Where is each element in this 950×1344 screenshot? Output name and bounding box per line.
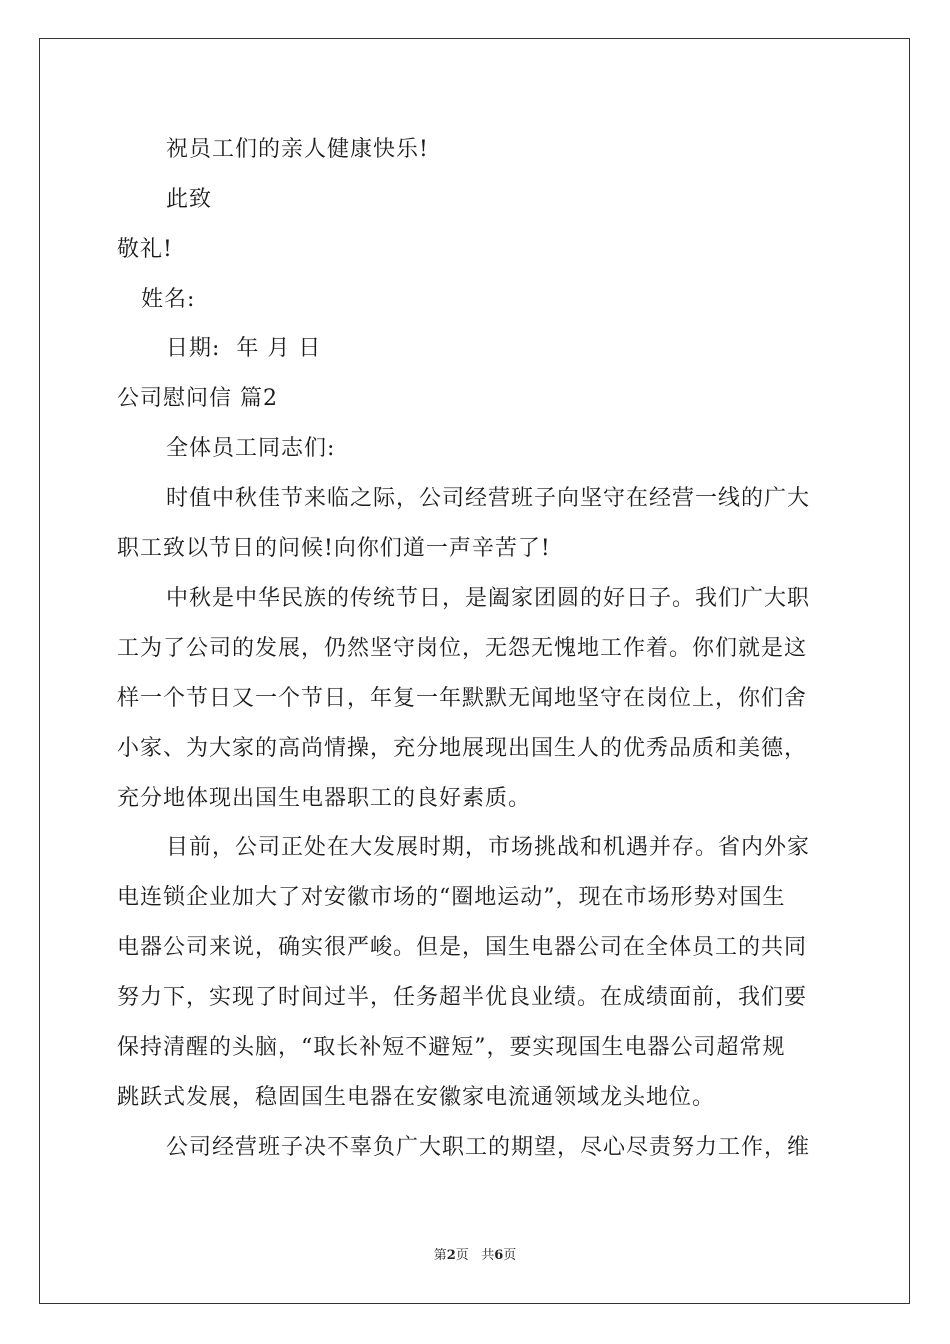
paragraph-2-line-2: 工为了公司的发展，仍然坚守岗位，无怨无愧地工作着。你们就是这 [117,636,808,661]
paragraph-1-line-1: 时值中秋佳节来临之际，公司经营班子向坚守在经营一线的广大 [166,486,811,511]
paragraph-2-line-1: 中秋是中华民族的传统节日，是阖家团圆的好日子。我们广大职 [166,586,811,611]
paragraph-2-line-3: 样一个节日又一个节日，年复一年默默无闻地坚守在岗位上，你们舍 [117,686,808,711]
paragraph-3-line-1: 目前，公司正处在大发展时期，市场挑战和机遇并存。省内外家 [166,835,811,860]
text-line-date: 日期: 年 月 日 [166,336,322,361]
text-line-wishes: 祝员工们的亲人健康快乐! [166,137,429,162]
paragraph-3-line-4: 努力下，实现了时间过半，任务超半优良业绩。在成绩面前，我们要 [117,985,808,1010]
paragraph-3-line-5: 保持清醒的头脑，“取长补短不避短”，要实现国生电器公司超常规 [117,1035,786,1060]
text-line-cizhi: 此致 [166,187,213,212]
paragraph-3-line-6: 跳跃式发展，稳固国生电器在安徽家电流通领域龙头地位。 [117,1085,716,1110]
footer-total-pages: 6 [494,1248,504,1263]
text-line-name: 姓名: [141,287,196,312]
paragraph-2-line-5: 充分地体现出国生电器职工的良好素质。 [117,786,532,811]
paragraph-3-line-2: 电连锁企业加大了对安徽市场的“圈地运动”，现在市场形势对国生 [117,885,786,910]
text-line-jingli: 敬礼! [117,237,173,262]
paragraph-2-line-4: 小家、为大家的高尚情操，充分地展现出国生人的优秀品质和美德， [117,736,808,761]
page-footer [0,1248,950,1264]
page-border [39,38,910,1304]
footer-suffix: 页 [503,1248,517,1263]
footer-current-page: 2 [446,1248,456,1263]
salutation: 全体员工同志们: [166,436,336,461]
section-heading: 公司慰问信 篇2 [117,386,278,411]
footer-prefix: 第 [433,1248,447,1263]
paragraph-1-line-2: 职工致以节日的问候!向你们道一声辛苦了! [117,536,551,561]
paragraph-4-line-1: 公司经营班子决不辜负广大职工的期望，尽心尽责努力工作，维 [166,1135,811,1160]
paragraph-3-line-3: 电器公司来说，确实很严峻。但是，国生电器公司在全体员工的共同 [117,935,808,960]
footer-mid: 页 共 [455,1248,495,1263]
